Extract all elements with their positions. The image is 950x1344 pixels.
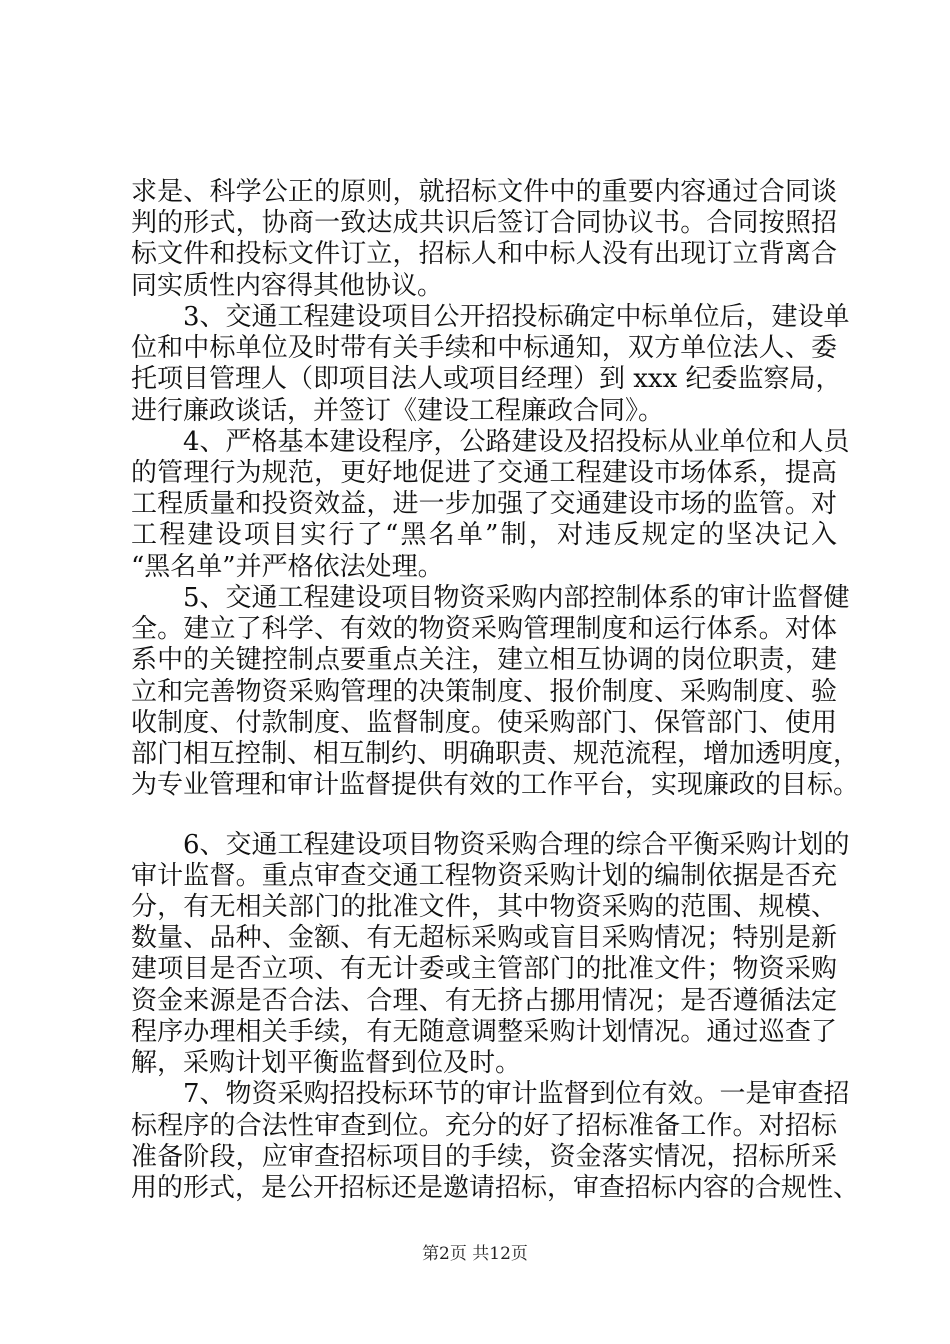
text-line: 位和中标单位及时带有关手续和中标通知，双方单位法人、委: [131, 333, 837, 363]
text-line: 系中的关键控制点要重点关注，建立相互协调的岗位职责，建: [131, 645, 837, 675]
text-line: 5、交通工程建设项目物资采购内部控制体系的审计监督健: [131, 583, 850, 613]
text-line: 用的形式，是公开招标还是邀请招标，审查招标内容的合规性、: [131, 1173, 860, 1203]
text-line: 收制度、付款制度、监督制度。使采购部门、保管部门、使用: [131, 708, 837, 738]
page-footer: 第2页 共12页: [422, 1244, 528, 1264]
text-line: 托项目管理人（即项目法人或项目经理）到 xxx 纪委监察局，: [131, 364, 842, 394]
text-line: 为专业管理和审计监督提供有效的工作平台，实现廉政的目标。: [131, 770, 860, 800]
text-line: 分，有无相关部门的批准文件，其中物资采购的范围、规模、: [131, 892, 837, 922]
text-line: 准备阶段，应审查招标项目的手续，资金落实情况，招标所采: [131, 1142, 837, 1172]
text-line: 部门相互控制、相互制约、明确职责、规范流程，增加透明度，: [131, 739, 860, 769]
text-line: 的管理行为规范，更好地促进了交通工程建设市场体系，提高: [131, 458, 837, 488]
text-line: 立和完善物资采购管理的决策制度、报价制度、采购制度、验: [131, 677, 837, 707]
text-line: “黑名单”并严格依法处理。: [131, 552, 444, 582]
text-line: 判的形式，协商一致达成共识后签订合同协议书。合同按照招: [131, 208, 837, 238]
text-line: 程序办理相关手续，有无随意调整采购计划情况。通过巡查了: [131, 1017, 837, 1047]
text-line: 数量、品种、金额、有无超标采购或盲目采购情况；特别是新: [131, 923, 837, 953]
text-line: 建项目是否立项、有无计委或主管部门的批准文件；物资采购: [131, 954, 837, 984]
text-line: 审计监督。重点审查交通工程物资采购计划的编制依据是否充: [131, 861, 837, 891]
text-line: 进行廉政谈话，并签订《建设工程廉政合同》。: [131, 396, 665, 426]
text-line: 7、物资采购招投标环节的审计监督到位有效。一是审查招: [131, 1079, 850, 1109]
text-line: 工程质量和投资效益，进一步加强了交通建设市场的监管。对: [131, 489, 837, 519]
text-line: 标程序的合法性审查到位。充分的好了招标准备工作。对招标: [131, 1111, 837, 1141]
text-line: 6、交通工程建设项目物资采购合理的综合平衡采购计划的: [131, 830, 850, 860]
text-line: 同实质性内容得其他协议。: [131, 271, 444, 301]
text-line: 求是、科学公正的原则，就招标文件中的重要内容通过合同谈: [131, 177, 837, 207]
text-line: 3、交通工程建设项目公开招投标确定中标单位后，建设单: [131, 302, 850, 332]
text-line: 解，采购计划平衡监督到位及时。: [131, 1048, 522, 1078]
text-line: 全。建立了科学、有效的物资采购管理制度和运行体系。对体: [131, 614, 837, 644]
text-line: 资金来源是否合法、合理、有无挤占挪用情况；是否遵循法定: [131, 986, 837, 1016]
text-line: 工程建设项目实行了“黑名单”制，对违反规定的坚决记入: [131, 520, 837, 550]
text-line: 4、严格基本建设程序，公路建设及招投标从业单位和人员: [131, 427, 850, 457]
text-line: 标文件和投标文件订立，招标人和中标人没有出现订立背离合: [131, 239, 837, 269]
